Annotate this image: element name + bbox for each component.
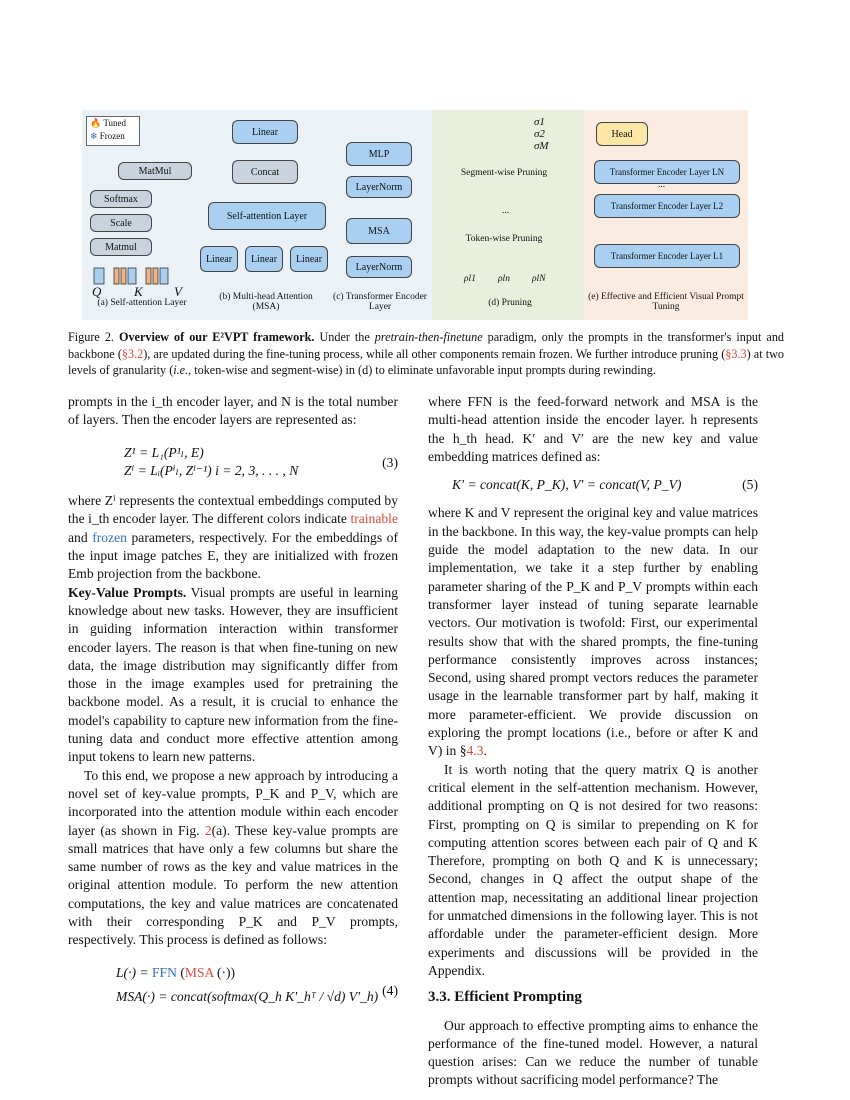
caption-text5: , token-wise and segment-wise) in (d) to eliminate unfavorable input prompts during rewinding. — [188, 363, 656, 377]
rho-lN: ρlN — [532, 274, 546, 284]
matmul-box-bottom: Matmul — [90, 238, 152, 256]
panel-d-label: (d) Pruning — [488, 298, 532, 308]
right-p3: It is worth noting that the query matrix Q is another critical element in the self-attention mechanism. However, additional prompting on Q is not desired for two reasons: First, prompting on Q is similar to prepending on K for computing attention scores between each pair of Q and K Therefore, prompting on both Q and K is unnecessary; Second, changes in Q affect the output shape of the attention map, necessitating an additional linear projection for unmatched dimensions in the following layer. This is not affordable under the parameter-efficient design. More experiments and discussions will be provided in the Appendix. — [428, 761, 758, 978]
right-p1: where FFN is the feed-forward network and MSA is the multi-head attention inside the encoder layer. h represents the h_th head. K′ and V′ are the new key and value embedding matrices defined as: — [428, 394, 758, 464]
self-attention-box: Self-attention Layer — [208, 202, 326, 230]
panel-e-dots: ... — [658, 180, 666, 190]
equation-5 — [428, 476, 758, 494]
left-p1: prompts in the i_th encoder layer, and N is the total number of layers. Then the encoder layers are represented as: — [68, 394, 398, 428]
panel-a-prompts — [92, 260, 192, 286]
rho-l1: ρl1 — [464, 274, 476, 284]
caption-ref-3-3[interactable]: §3.3 — [725, 346, 747, 361]
eq4-lhs: L(·) = — [116, 964, 152, 980]
caption-text4: ) at two levels of granularity ( — [68, 346, 784, 377]
panel-d-dots: ... — [502, 206, 510, 216]
key-value-prompts-heading: Key-Value Prompts. — [68, 584, 187, 600]
right-p2a: where K and V represent the original key and value matrices in the backbone. In this way, the key-value prompts can help guide the model adaptation to the new data. In our implementation, we take it a step further by enabling parameter sharing of the P_K and P_V prompts within each transformer layer instead of tuning separate learnable vectors. Our motivation is twofold: First, our experimental results show that with the shared prompts, the fine-tuning performance consistently improves across instances; Second, using shared prompt vectors reduces the parameter usage in the learnable transformer part by half, making it more parameter-efficient. We provide discussion on exploring the prompt locations (i.e., before or after K and V) in § — [428, 505, 758, 759]
legend-frozen: Frozen — [99, 131, 125, 141]
eq3-number: (3) — [382, 454, 398, 470]
token-wise-label: Token-wise Pruning — [465, 234, 543, 244]
left-p4b: (a). These key-value prompts are small matrices that have only a few columns but share the same number of rows as the key and value matrices in the original attention module. To perform the new attention computations, the key and value matrices are concatenated with their corresponding P_K and P_V prompts, respectively. This process is defined as follows: — [68, 822, 398, 948]
sigma-m: σM — [534, 140, 549, 152]
eq3-line2: Zⁱ = Lᵢ(Pⁱₗ, Zⁱ⁻¹) i = 2, 3, . . . , N — [124, 462, 299, 478]
section-ref-4-3[interactable]: 4.3 — [466, 743, 484, 759]
left-column — [68, 393, 398, 1020]
eq3-line1: Z¹ = L₁(P¹ₗ, E) — [124, 444, 204, 460]
caption-ie: i.e. — [173, 363, 189, 377]
encoder-layer-2: Transformer Encoder Layer L2 — [594, 194, 740, 218]
right-p2b: . — [483, 743, 487, 759]
panel-b-label: (b) Multi-head Attention (MSA) — [219, 292, 313, 312]
snowflake-icon: ❄ — [90, 131, 98, 141]
mlp-box: MLP — [346, 142, 412, 166]
input-q: Q — [92, 284, 102, 299]
linear-box-1: Linear — [200, 246, 238, 272]
layernorm-top-box: LayerNorm — [346, 176, 412, 198]
figure-2 — [82, 110, 748, 320]
matmul-box-top: MatMul — [118, 162, 192, 180]
legend — [86, 116, 140, 146]
panel-a-label: (a) Self-attention Layer — [97, 298, 187, 308]
caption-lead: Figure 2. — [68, 330, 114, 344]
sigma-2: σ2 — [534, 128, 545, 140]
linear-top-box: Linear — [232, 120, 298, 144]
caption-text2: paradigm, only the prompts in the transformer's input and backbone ( — [68, 330, 785, 361]
eq4-msa: MSA — [184, 964, 214, 980]
left-p4a: To this end, we propose a new approach by introducing a novel set of key-value prompts, P_K and P_V, which are incorporated into the attention module within each encoder layer (as shown in Fig. — [68, 767, 398, 838]
panel-e-label: (e) Effective and Efficient Visual Prompt Tuning — [588, 292, 744, 312]
msa-box: MSA — [346, 218, 412, 244]
encoder-layer-n: Transformer Encoder Layer LN — [594, 160, 740, 184]
layernorm-bottom-box: LayerNorm — [346, 256, 412, 278]
eq5: K′ = concat(K, P_K), V′ = concat(V, P_V) — [452, 477, 682, 493]
rho-ln: ρln — [498, 274, 510, 284]
left-p2b: and — [68, 529, 93, 545]
softmax-box: Softmax — [90, 190, 152, 208]
equation-3 — [68, 444, 398, 481]
eq4-line2: MSA(·) = concat(softmax(Q_h K'_hᵀ / √d) V'_h) — [116, 988, 379, 1004]
eq4-ffn: FFN — [151, 964, 177, 980]
scale-box: Scale — [90, 214, 152, 232]
caption-ref-3-2[interactable]: §3.2 — [121, 346, 144, 361]
segment-wise-label: Segment-wise Pruning — [460, 168, 548, 178]
caption-bold: Overview of our E²VPT framework. — [118, 330, 315, 344]
right-column — [428, 393, 758, 1090]
flame-icon: 🔥 — [90, 118, 102, 128]
right-p4: Our approach to effective prompting aims to enhance the performance of the fine-tuned model. However, a natural question arises: Can we reduce the number of tunable prompts without sacrificing model performance? The — [428, 1017, 758, 1088]
left-p2c: parameters, respectively. For the embeddings of the input image patches E, they are initialized with frozen Emb projection from the backbone. — [68, 529, 399, 582]
head-box: Head — [596, 122, 648, 146]
legend-tuned: Tuned — [103, 118, 126, 128]
eq5-number: (5) — [742, 477, 758, 493]
input-k: K — [134, 284, 143, 299]
section-heading-3-3: 3.3. Efficient Prompting — [428, 989, 582, 1006]
input-v: V — [174, 284, 182, 299]
caption-text1: Under the — [314, 330, 375, 344]
figure-caption — [68, 329, 784, 379]
linear-box-3: Linear — [290, 246, 328, 272]
eq4-number: (4) — [382, 982, 398, 998]
caption-ital: pretrain-then-finetune — [374, 330, 483, 344]
panel-c-label: (c) Transformer Encoder Layer — [333, 292, 427, 312]
trainable-word: trainable — [350, 511, 398, 527]
linear-box-2: Linear — [245, 246, 283, 272]
frozen-word: frozen — [92, 529, 127, 545]
left-p2a: where Zⁱ represents the contextual embeddings computed by the i_th encoder layer. The different colors indicate — [68, 493, 398, 527]
caption-text3: ), are updated during the fine-tuning process, while all other components remain frozen. We further introduce pruning ( — [143, 346, 726, 361]
fig-ref-2[interactable]: 2 — [204, 822, 212, 838]
concat-box: Concat — [232, 160, 298, 184]
sigma-1: σ1 — [534, 116, 545, 128]
left-p3: Visual prompts are useful in learning knowledge about new tasks. However, they are insufficient in guiding information interaction within transformer encoder layers. The reason is that when fine-tuning on new data, the image distribution may significantly differ from those in the image examples used for pretraining the backbone model. As a result, it is crucial to enhance the model's capability to capture new information from the fine-tuning data and conduct more effective attention among input tokens to learn new patterns. — [68, 584, 398, 765]
encoder-layer-1: Transformer Encoder Layer L1 — [594, 244, 740, 268]
equation-4: L(·) = FFN (MSA (·)) MSA(·) = concat(softmax(Q_h K'_hᵀ / √d) V'_h) (4) — [68, 964, 398, 1007]
